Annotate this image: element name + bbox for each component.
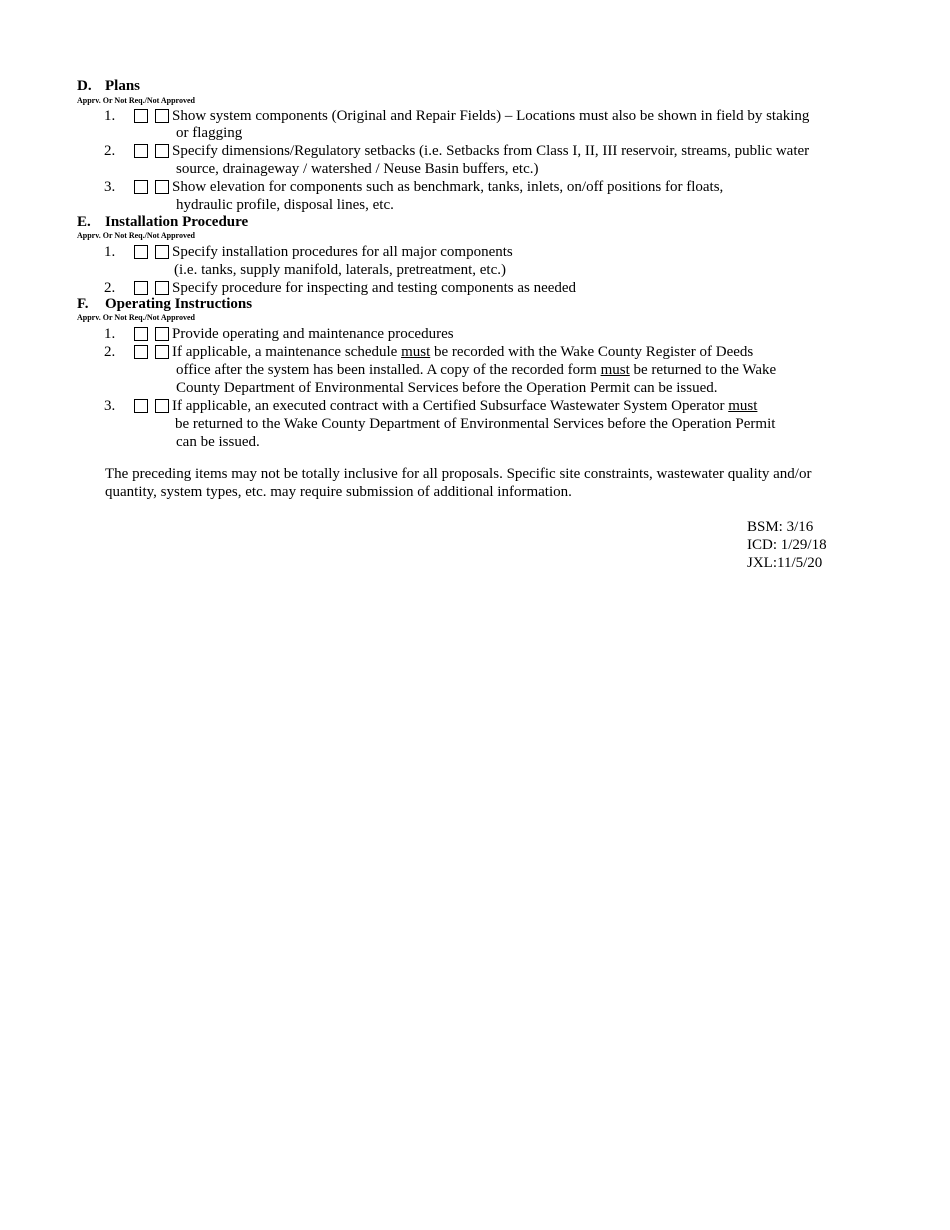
section-d-column-header: Apprv. Or Not Req./Not Approved — [77, 96, 195, 105]
item-text-continuation: (i.e. tanks, supply manifold, laterals, pretreatment, etc.) — [174, 262, 506, 278]
item-number: 3. — [104, 179, 116, 195]
not-approved-checkbox[interactable] — [155, 345, 169, 359]
approved-checkbox[interactable] — [134, 245, 148, 259]
section-e-heading — [77, 214, 248, 230]
not-approved-checkbox[interactable] — [155, 109, 169, 123]
section-f-letter: F. — [77, 296, 89, 312]
item-text-continuation: source, drainageway / watershed / Neuse Basin buffers, etc.) — [176, 161, 539, 177]
text-run: If applicable, an executed contract with a Certified Subsurface Wastewater System Operator — [172, 398, 729, 414]
item-text — [172, 343, 753, 361]
section-d-heading — [77, 78, 140, 94]
revision-line-2: ICD: 1/29/18 — [747, 537, 827, 553]
item-text: Provide operating and maintenance procedures — [172, 326, 454, 342]
section-e-letter: E. — [77, 214, 91, 230]
section-f-column-header: Apprv. Or Not Req./Not Approved — [77, 313, 195, 322]
item-number: 2. — [104, 280, 116, 296]
item-text-continuation: or flagging — [176, 125, 243, 141]
text-run: office after the system has been installed. A copy of the recorded form — [176, 362, 601, 378]
text-run: be recorded with the Wake County Register of Deeds — [430, 344, 754, 360]
not-approved-checkbox[interactable] — [155, 327, 169, 341]
approved-checkbox[interactable] — [134, 327, 148, 341]
item-number: 1. — [104, 244, 116, 260]
approved-checkbox[interactable] — [134, 281, 148, 295]
approved-checkbox[interactable] — [134, 180, 148, 194]
item-text: Specify dimensions/Regulatory setbacks (i.e. Setbacks from Class I, II, III reservoir, streams, public water — [172, 143, 810, 159]
not-approved-checkbox[interactable] — [155, 245, 169, 259]
approved-checkbox[interactable] — [134, 109, 148, 123]
approved-checkbox[interactable] — [134, 399, 148, 413]
item-text: Show system components (Original and Repair Fields) – Locations must also be shown in field by staking — [172, 108, 810, 124]
item-number: 2. — [104, 143, 116, 159]
text-run: be returned to the Wake — [629, 362, 777, 378]
item-text-continuation: hydraulic profile, disposal lines, etc. — [176, 197, 394, 213]
text-run: If applicable, a maintenance schedule — [172, 344, 402, 360]
item-text — [172, 397, 757, 415]
section-e-column-header: Apprv. Or Not Req./Not Approved — [77, 231, 195, 240]
item-text: Specify procedure for inspecting and testing components as needed — [172, 280, 577, 296]
not-approved-checkbox[interactable] — [155, 281, 169, 295]
revision-line-3: JXL:11/5/20 — [747, 555, 823, 571]
section-d-letter: D. — [77, 78, 92, 94]
note-line-2: quantity, system types, etc. may require submission of additional information. — [105, 484, 572, 500]
not-approved-checkbox[interactable] — [155, 144, 169, 158]
underlined-word: must — [728, 398, 758, 414]
section-d-title: Plans — [105, 78, 141, 94]
item-number: 1. — [104, 326, 116, 342]
section-f-title: Operating Instructions — [105, 296, 253, 312]
item-text-continuation: can be issued. — [176, 434, 260, 450]
not-approved-checkbox[interactable] — [155, 399, 169, 413]
item-text: Specify installation procedures for all major components — [172, 244, 513, 260]
item-text: Show elevation for components such as benchmark, tanks, inlets, on/off positions for floats, — [172, 179, 724, 195]
section-f-heading — [77, 296, 252, 312]
revision-line-1: BSM: 3/16 — [747, 519, 814, 535]
item-text-continuation — [176, 361, 776, 379]
approved-checkbox[interactable] — [134, 144, 148, 158]
item-text-continuation: County Department of Environmental Services before the Operation Permit can be issued. — [176, 380, 718, 396]
item-number: 3. — [104, 398, 116, 414]
note-line-1: The preceding items may not be totally inclusive for all proposals. Specific site constraints, wastewater quality and/or — [105, 466, 812, 482]
item-text-continuation: be returned to the Wake County Department of Environmental Services before the Operation Permit — [175, 416, 776, 432]
approved-checkbox[interactable] — [134, 345, 148, 359]
underlined-word: must — [401, 344, 431, 360]
item-number: 1. — [104, 108, 116, 124]
not-approved-checkbox[interactable] — [155, 180, 169, 194]
section-e-title: Installation Procedure — [105, 214, 249, 230]
underlined-word: must — [600, 362, 630, 378]
item-number: 2. — [104, 344, 116, 360]
